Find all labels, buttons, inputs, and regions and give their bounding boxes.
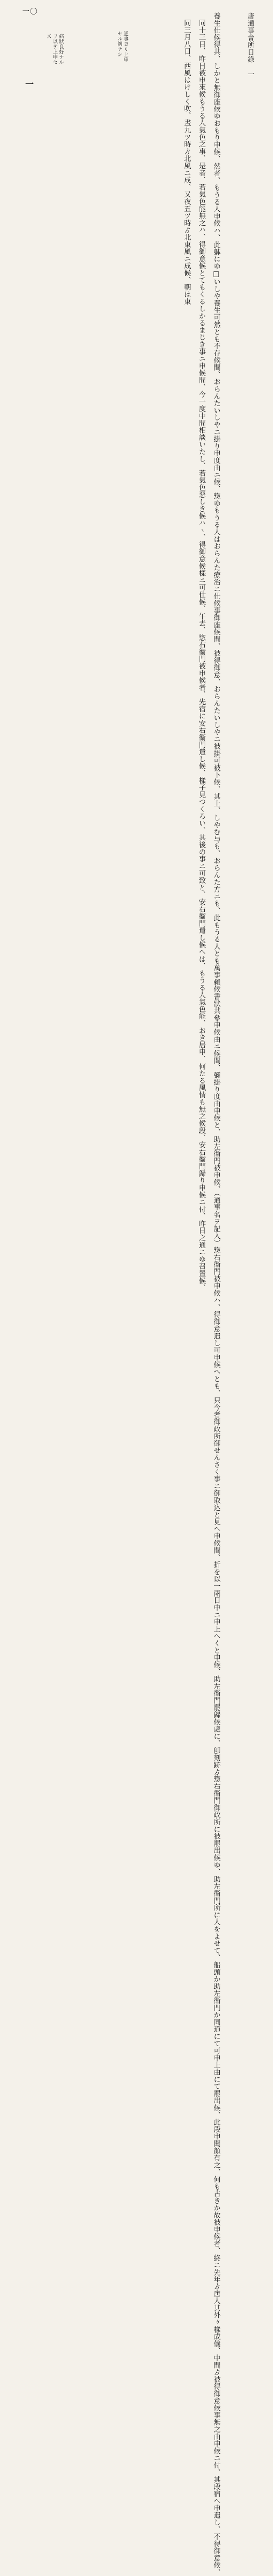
item-bullet: 一 <box>25 79 34 89</box>
running-header: 唐通事會所日錄 一 <box>246 12 254 78</box>
body-paragraph: 養生仕候得共、しかと無御座候ゆおもり申候、然者、もうる人申候ハ、此躰にゆ□いしや養生可然とも不存候間、おらんたいしやニ掛り申度由ニ候、惣ゆもうる人はおらんた療治ニ仕候事御座候間、被得御意、おらんたいしやニ被掛可被下候、其上、しやむ与も、おらんた方ニも、此もうる人とも萬事賴候書狀共參申候由ニ候間、彌掛り度由申候と、助左衞門被申候、（通事名ヲ記入）惣右衞門被申候ハ、得御意遣し可申候へとも、只今者御政所御せんさく事ニ御取込と見へ申候間、折を以一兩日中ニ申上へくと申候、助左衞門罷歸候處に、卽刻跡ゟ惣右衞門御政所に被罷出候ゆ、助左衞門所に人をよせて、船頭か助左衞門か同道にて可申上由にて罷出候、此段申聞顏有之、何も古きか故被申候者、終ニ先年ゟ唐人其外ヶ樣成儀、中間ゟ被得御意候事無之由申候ニ付、其段宿へ申遣し、不得御意候、 <box>212 12 220 2576</box>
marginal-note <box>44 34 64 65</box>
marginal-note-line: ヲ以テ上申セ <box>52 34 57 65</box>
body-paragraph: 同十三日、昨日被申來候もうる人氣色之事、是者、若氣色能無之ハ、得御意候とてもくるしかるまじき事ニ申候間、今一度中間相談いたし、若氣色惡しき候ハヽ、得御意候樣ニ可仕候、午去、惣右衞門被申候者、先宿に安右衞門遣し候、樣子見つくろい、其後の事ニ可致と、安右衞門遣し候へは、もうる人氣色能、おき居申、何たる風情も無之候段、安右衞門歸り申候ニ付、昨日之通ニゆ召置候、 <box>197 19 206 1292</box>
marginal-note-line: 病狀良好ナル <box>58 34 64 65</box>
marginal-note <box>115 31 128 62</box>
page-number: 一〇 <box>22 8 38 16</box>
body-text <box>7 12 223 2576</box>
body-paragraph: 同三月八日、西風はけしく吹、晝九ツ時ゟ北風ニ成、又夜五ツ時ゟ北東風ニ成候、朝は東 <box>182 19 191 305</box>
marginal-note-line: 通事ヨリ上申 <box>123 31 128 62</box>
marginal-note-line: セル例ナシ <box>116 31 122 57</box>
marginal-note-line: ズ <box>46 34 51 39</box>
